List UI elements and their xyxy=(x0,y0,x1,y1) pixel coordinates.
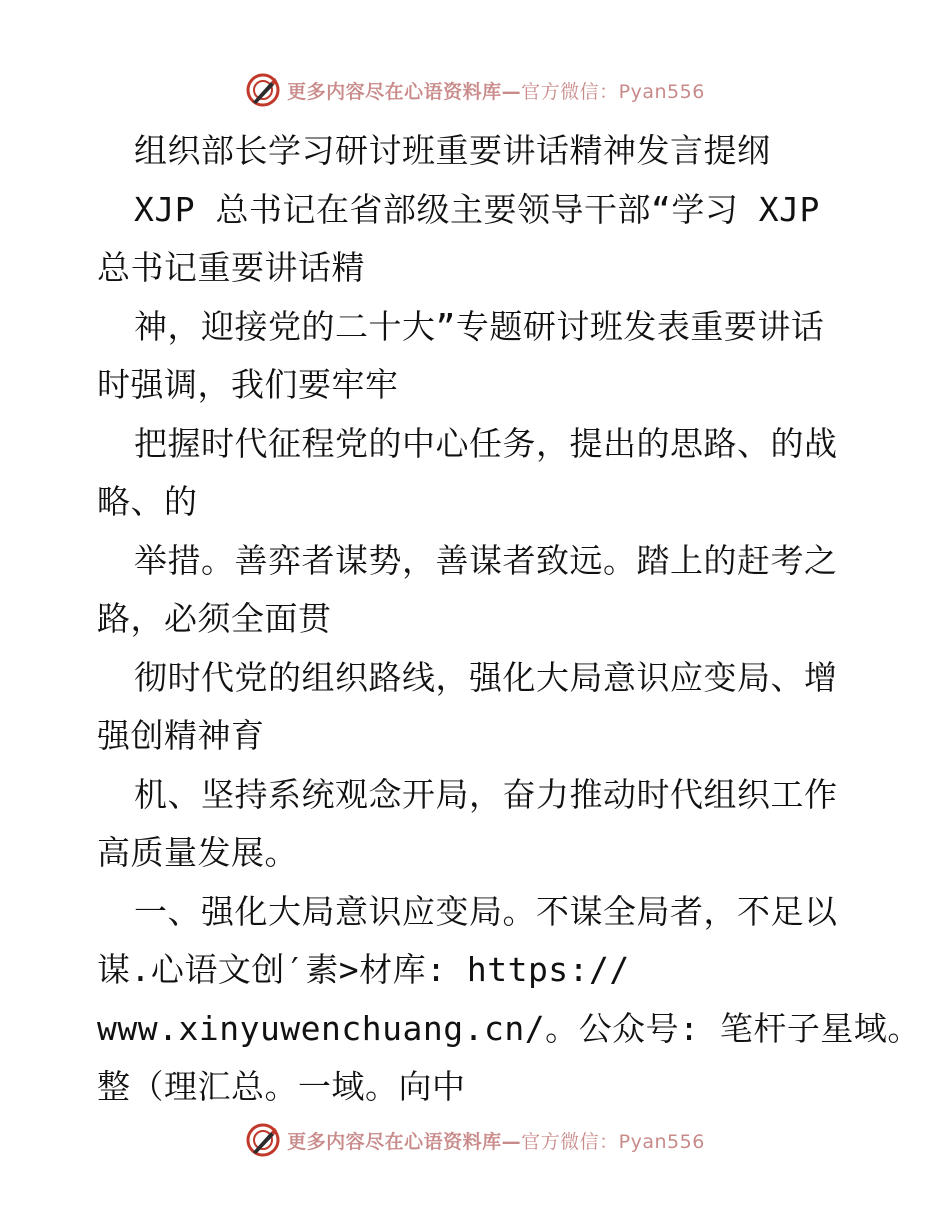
text-line: 高质量发展。 xyxy=(97,833,298,872)
text-line: 组织部长学习研讨班重要讲话精神发言提纲 xyxy=(134,131,771,170)
document-body xyxy=(97,122,921,1117)
text-line: 路，必须全面贯 xyxy=(97,599,332,638)
footer-watermark-text xyxy=(287,1127,705,1154)
text-line: 神，迎接党的二十大”专题研讨班发表重要讲话 xyxy=(134,306,825,346)
watermark-wechat: 官方微信：Pyan556 xyxy=(521,80,705,103)
text-line: 时强调，我们要牢牢 xyxy=(97,365,399,404)
watermark-dash: — xyxy=(501,1130,522,1153)
pen-logo-icon xyxy=(245,72,281,108)
text-line: 整（理汇总。一域。向中 xyxy=(97,1067,466,1106)
text-line: 把握时代征程党的中心任务，提出的思路、的战 xyxy=(134,423,838,463)
text-line: 强创精神育 xyxy=(97,716,265,755)
watermark-main-text: 更多内容尽在心语资料库 xyxy=(287,1130,502,1153)
footer-watermark-banner xyxy=(0,1118,950,1162)
header-watermark-banner xyxy=(0,68,950,112)
text-line: 总书记重要讲话精 xyxy=(97,248,365,287)
header-watermark-text xyxy=(287,77,705,104)
pen-logo-icon xyxy=(245,1122,281,1158)
watermark-dash: — xyxy=(501,80,522,103)
watermark-wechat: 官方微信：Pyan556 xyxy=(521,1130,705,1153)
text-line: XJP 总书记在省部级主要领导干部“学习 XJP xyxy=(134,189,820,229)
text-line: 一、强化大局意识应变局。不谋全局者，不足以 xyxy=(134,891,838,931)
text-line: 谋.心语文创′素>材库: https:// xyxy=(97,950,630,989)
text-line: www.xinyuwenchuang.cn/。公众号: 笔杆子星域。 xyxy=(97,1008,921,1048)
text-line: 机、坚持系统观念开局，奋力推动时代组织工作 xyxy=(134,774,838,814)
text-line: 举措。善弈者谋势，善谋者致远。踏上的赶考之 xyxy=(134,540,838,580)
text-line: 彻时代党的组织路线，强化大局意识应变局、增 xyxy=(134,657,838,697)
text-line: 略、的 xyxy=(97,482,198,521)
watermark-main-text: 更多内容尽在心语资料库 xyxy=(287,80,502,103)
